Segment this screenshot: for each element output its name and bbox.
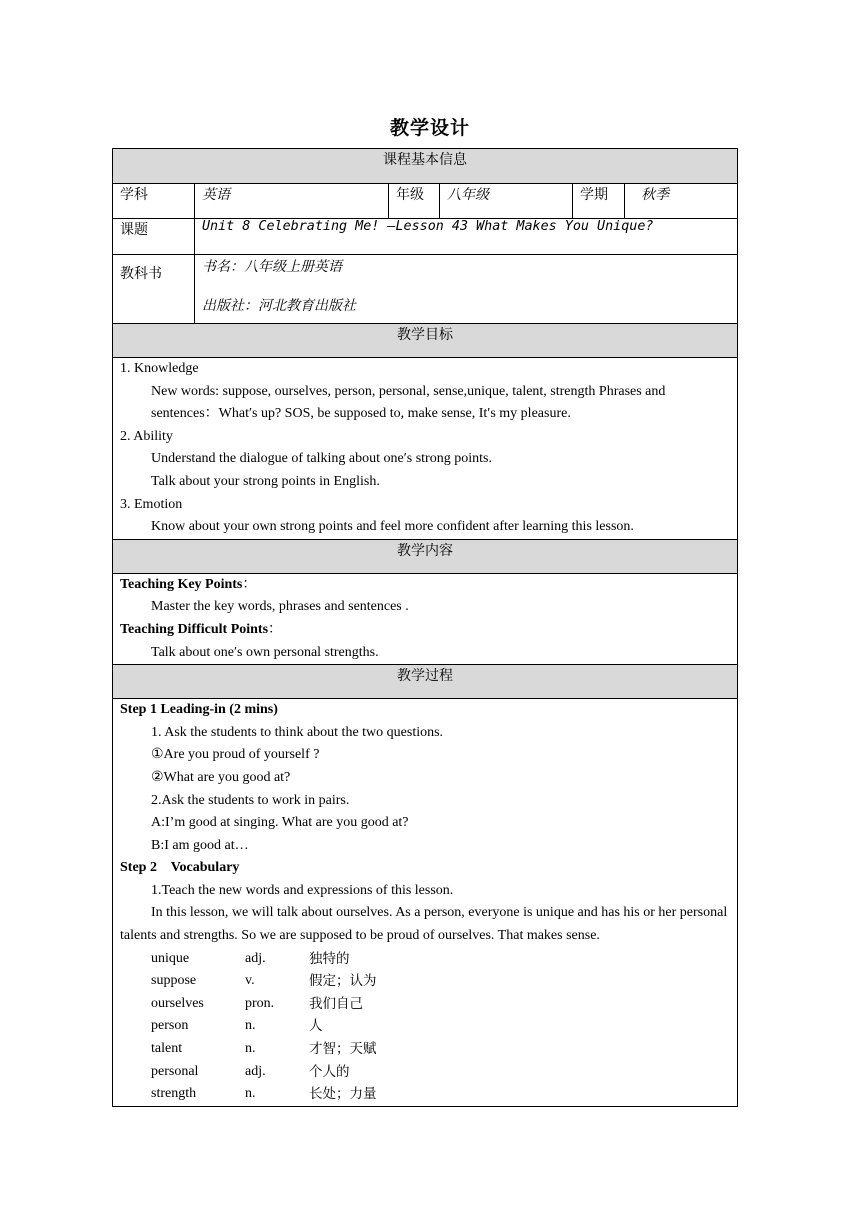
vocab-meaning: 长处；力量 [309, 1086, 377, 1103]
ability-line-2: Talk about your strong points in English. [151, 473, 380, 489]
textbook-label: 教科书 [113, 255, 195, 324]
subject-row [113, 184, 738, 219]
vocab-pos: adj. [245, 950, 266, 966]
grade-label: 年级 [389, 184, 440, 219]
vocab-word: talent [151, 1041, 183, 1057]
step1-line: 1. Ask the students to think about the two questions. [151, 724, 444, 740]
book-name: 书名：八年级上册英语 [202, 259, 342, 275]
vocab-pos: n. [245, 1041, 256, 1057]
content-row [113, 573, 738, 664]
knowledge-title: 1. Knowledge [120, 361, 199, 376]
knowledge-line-1: New words: suppose, ourselves, person, personal, sense,unique, talent, strength Phrases and [151, 383, 666, 399]
objectives-header-row [113, 324, 738, 358]
step1-title: Step 1 Leading-in (2 mins) [120, 702, 278, 718]
step1-line: 2.Ask the students to work in pairs. [151, 792, 350, 808]
lesson-plan-table [112, 148, 738, 1107]
basic-info-header-row [113, 149, 738, 184]
process-row [113, 699, 738, 1107]
step1-line: ②What are you good at? [151, 769, 291, 785]
vocab-pos: adj. [245, 1063, 266, 1079]
vocab-word: ourselves [151, 995, 204, 1011]
key-points-colon: ： [242, 576, 257, 592]
vocab-meaning: 我们自己 [309, 995, 363, 1012]
vocab-meaning: 独特的 [309, 950, 350, 967]
step1-line: ①Are you proud of yourself ? [151, 747, 320, 763]
difficult-points-text: Talk about one′s own personal strengths. [151, 644, 379, 660]
term-value: 秋季 [625, 184, 738, 219]
page-title: 教学设计 [389, 117, 470, 139]
vocab-meaning: 个人的 [309, 1063, 350, 1080]
vocab-pos: n. [245, 1018, 256, 1034]
vocab-word: suppose [151, 973, 197, 989]
objectives-row [113, 358, 738, 540]
process-header: 教学过程 [113, 665, 738, 699]
textbook-row [113, 255, 738, 324]
subject-label: 学科 [113, 184, 195, 219]
content-body [113, 573, 738, 664]
vocab-meaning: 才智；天赋 [309, 1041, 377, 1058]
vocab-word: unique [151, 950, 190, 966]
key-points-title: Teaching Key Points [120, 576, 243, 592]
vocab-pos: pron. [245, 995, 275, 1011]
ability-line-1: Understand the dialogue of talking about one′s strong points. [151, 451, 492, 467]
objectives-header: 教学目标 [113, 324, 738, 358]
objectives-body [113, 358, 738, 540]
difficult-points-colon: ： [268, 621, 283, 637]
vocab-word: person [151, 1018, 189, 1034]
basic-info-header: 课程基本信息 [113, 149, 738, 184]
content-header-row [113, 539, 738, 573]
knowledge-line-2: sentences：What′s up? SOS, be supposed to, make sense, It′s my pleasure. [151, 406, 571, 422]
vocab-word: personal [151, 1063, 199, 1079]
ability-title: 2. Ability [120, 428, 173, 444]
vocab-row [120, 1061, 730, 1084]
term-label: 学期 [573, 184, 625, 219]
subject-value: 英语 [195, 184, 389, 219]
process-header-row [113, 665, 738, 699]
step2-title: Step 2 Vocabulary [120, 860, 240, 876]
emotion-title: 3. Emotion [120, 496, 183, 512]
vocab-pos: n. [245, 1086, 256, 1102]
topic-row [113, 219, 738, 255]
vocab-meaning: 人 [309, 1018, 323, 1035]
vocab-row [120, 1015, 730, 1038]
vocab-row [120, 993, 730, 1016]
step1-line: B:I am good at… [151, 837, 249, 853]
vocab-pos: v. [245, 973, 255, 989]
topic-value: Unit 8 Celebrating Me! —Lesson 43 What Makes You Unique? [195, 219, 738, 255]
vocab-row [120, 948, 730, 971]
topic-label: 课题 [113, 219, 195, 255]
vocab-meaning: 假定；认为 [309, 973, 377, 990]
emotion-line-1: Know about your own strong points and feel more confident after learning this lesson. [151, 519, 634, 535]
grade-value: 八年级 [440, 184, 573, 219]
step1-line: A:I’m good at singing. What are you good at? [151, 815, 409, 831]
vocab-row [120, 1083, 730, 1106]
step2-line-1: 1.Teach the new words and expressions of this lesson. [151, 882, 454, 898]
key-points-text: Master the key words, phrases and sentences . [151, 599, 409, 615]
publisher: 出版社：河北教育出版社 [202, 298, 356, 314]
vocab-row [120, 1038, 730, 1061]
vocab-row [120, 970, 730, 993]
step2-paragraph: In this lesson, we will talk about ourselves. As a person, everyone is unique and has his or her personal talents and strengths. So we are supposed to be proud of ourselves. That makes sense. [120, 905, 728, 944]
content-header: 教学内容 [113, 539, 738, 573]
process-body [113, 699, 738, 1107]
vocab-word: strength [151, 1086, 197, 1102]
difficult-points-title: Teaching Difficult Points [120, 621, 269, 637]
